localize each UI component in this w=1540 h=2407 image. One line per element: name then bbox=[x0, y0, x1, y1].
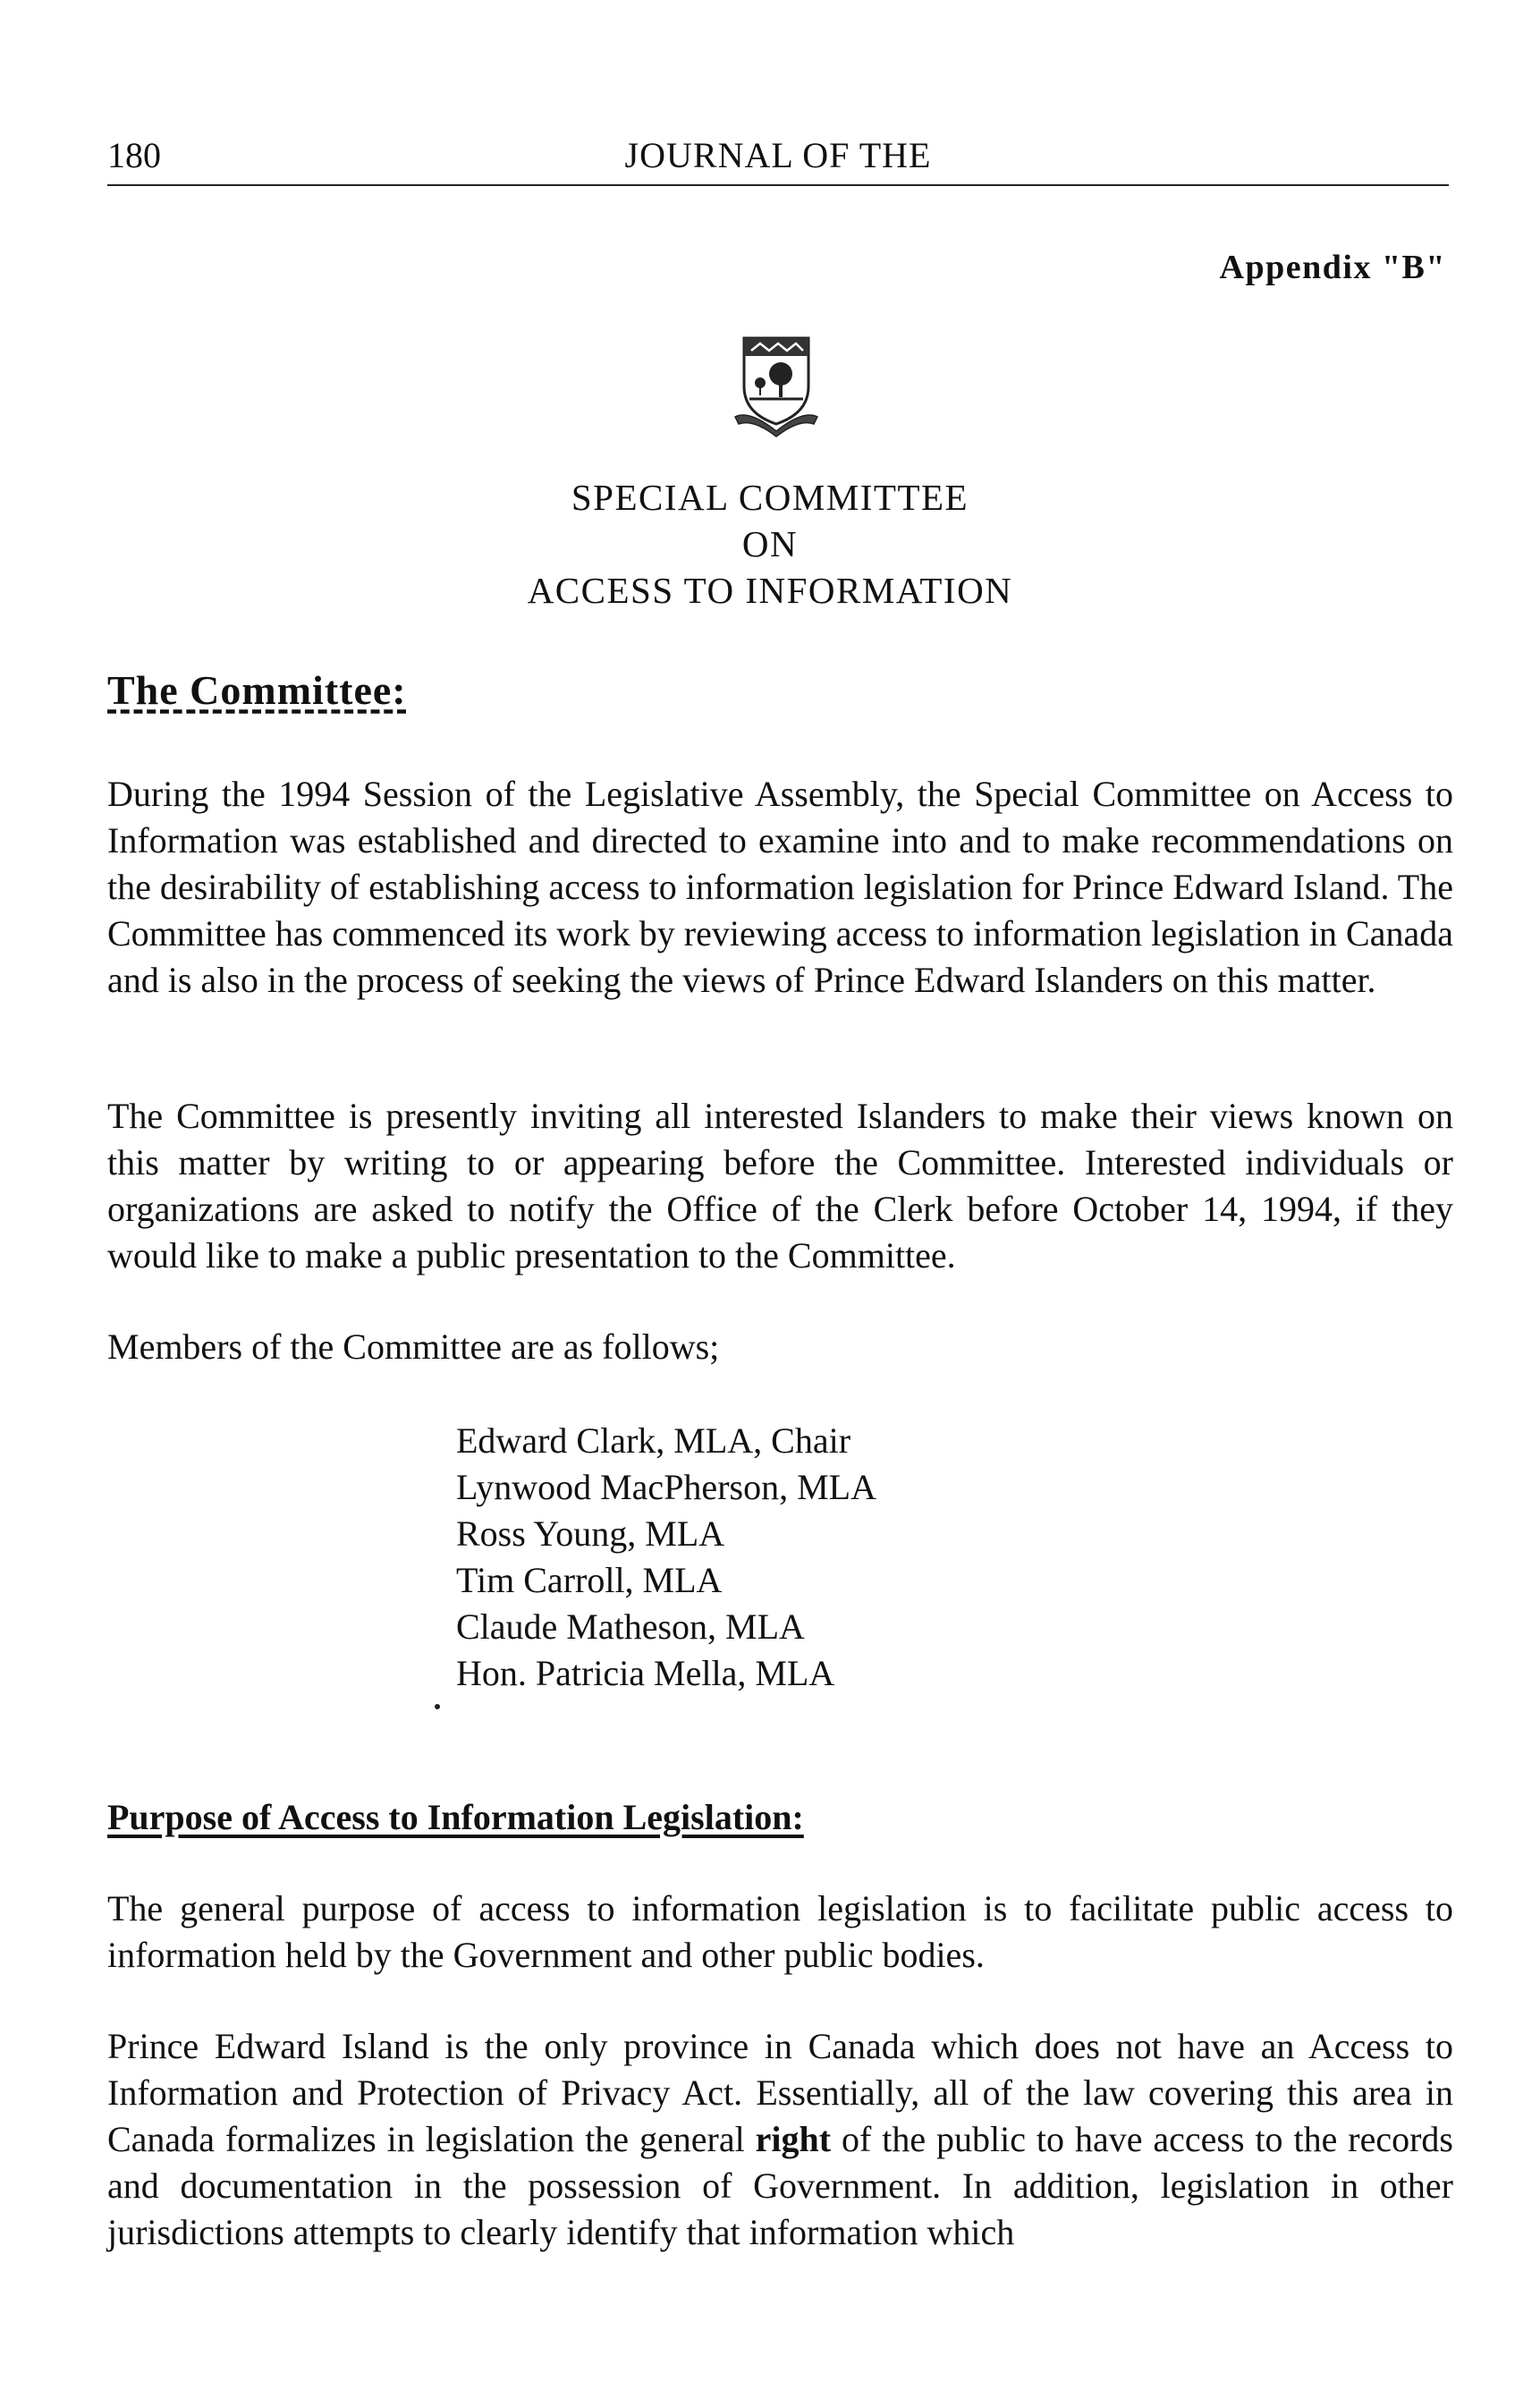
member-item: Claude Matheson, MLA bbox=[456, 1606, 805, 1647]
purpose-text-after: of the public to have access to the records and documentation in the possession of Government. In addition, legislation in other jurisdictions attempts to clearly identify that information which bbox=[107, 2119, 1453, 2252]
purpose-text-before: Prince Edward Island is the only province in Canada which does not have an Access to Information and Protection of Privacy Act. Essentially, all of the law covering this area in Canada formalizes in legislation the general bbox=[107, 2026, 1453, 2159]
purpose-paragraph-1: The general purpose of access to information legislation is to facilitate public access to information held by the Government and other public bodies. bbox=[107, 1888, 1453, 1975]
title-line-3: ACCESS TO INFORMATION bbox=[527, 570, 1013, 611]
committee-paragraph-1: During the 1994 Session of the Legislative Assembly, the Special Committee on Access to Information was established and directed to examine into and to make recommendations on the desirability of establishing access to information legislation for Prince Edward Island. The Committee has commenced its work by reviewing access to information legislation in Canada and is also in the process of seeking the views of Prince Edward Islanders on this matter. bbox=[107, 774, 1453, 1000]
section-heading-committee: The Committee: bbox=[107, 667, 407, 713]
appendix-label: Appendix "B" bbox=[1219, 249, 1446, 286]
member-item: Tim Carroll, MLA bbox=[456, 1560, 723, 1600]
stray-mark bbox=[435, 1704, 440, 1709]
title-line-2: ON bbox=[741, 523, 799, 564]
purpose-paragraph-2 bbox=[107, 2023, 1453, 2256]
running-head: JOURNAL OF THE bbox=[624, 135, 932, 175]
member-item: Hon. Patricia Mella, MLA bbox=[456, 1653, 835, 1693]
member-item: Ross Young, MLA bbox=[456, 1513, 725, 1554]
committee-paragraph-3: Members of the Committee are as follows; bbox=[107, 1326, 720, 1367]
provincial-crest-icon bbox=[732, 331, 821, 438]
member-item: Lynwood MacPherson, MLA bbox=[456, 1467, 876, 1507]
title-line-1: SPECIAL COMMITTEE bbox=[571, 477, 969, 518]
page-number: 180 bbox=[107, 135, 161, 175]
member-item: Edward Clark, MLA, Chair bbox=[456, 1420, 851, 1461]
committee-paragraph-2: The Committee is presently inviting all interested Islanders to make their views known on this matter by writing to or appearing before the Committee. Interested individuals or organizations are asked to notify the Office of the Clerk before October 14, 1994, if they would like to make a public presentation to the Committee. bbox=[107, 1096, 1453, 1276]
emphasis-right: right bbox=[755, 2119, 832, 2159]
document-title bbox=[0, 474, 1540, 614]
member-list bbox=[456, 1418, 876, 1697]
section-heading-purpose: Purpose of Access to Information Legislation: bbox=[107, 1797, 804, 1837]
page-header bbox=[107, 134, 1449, 186]
